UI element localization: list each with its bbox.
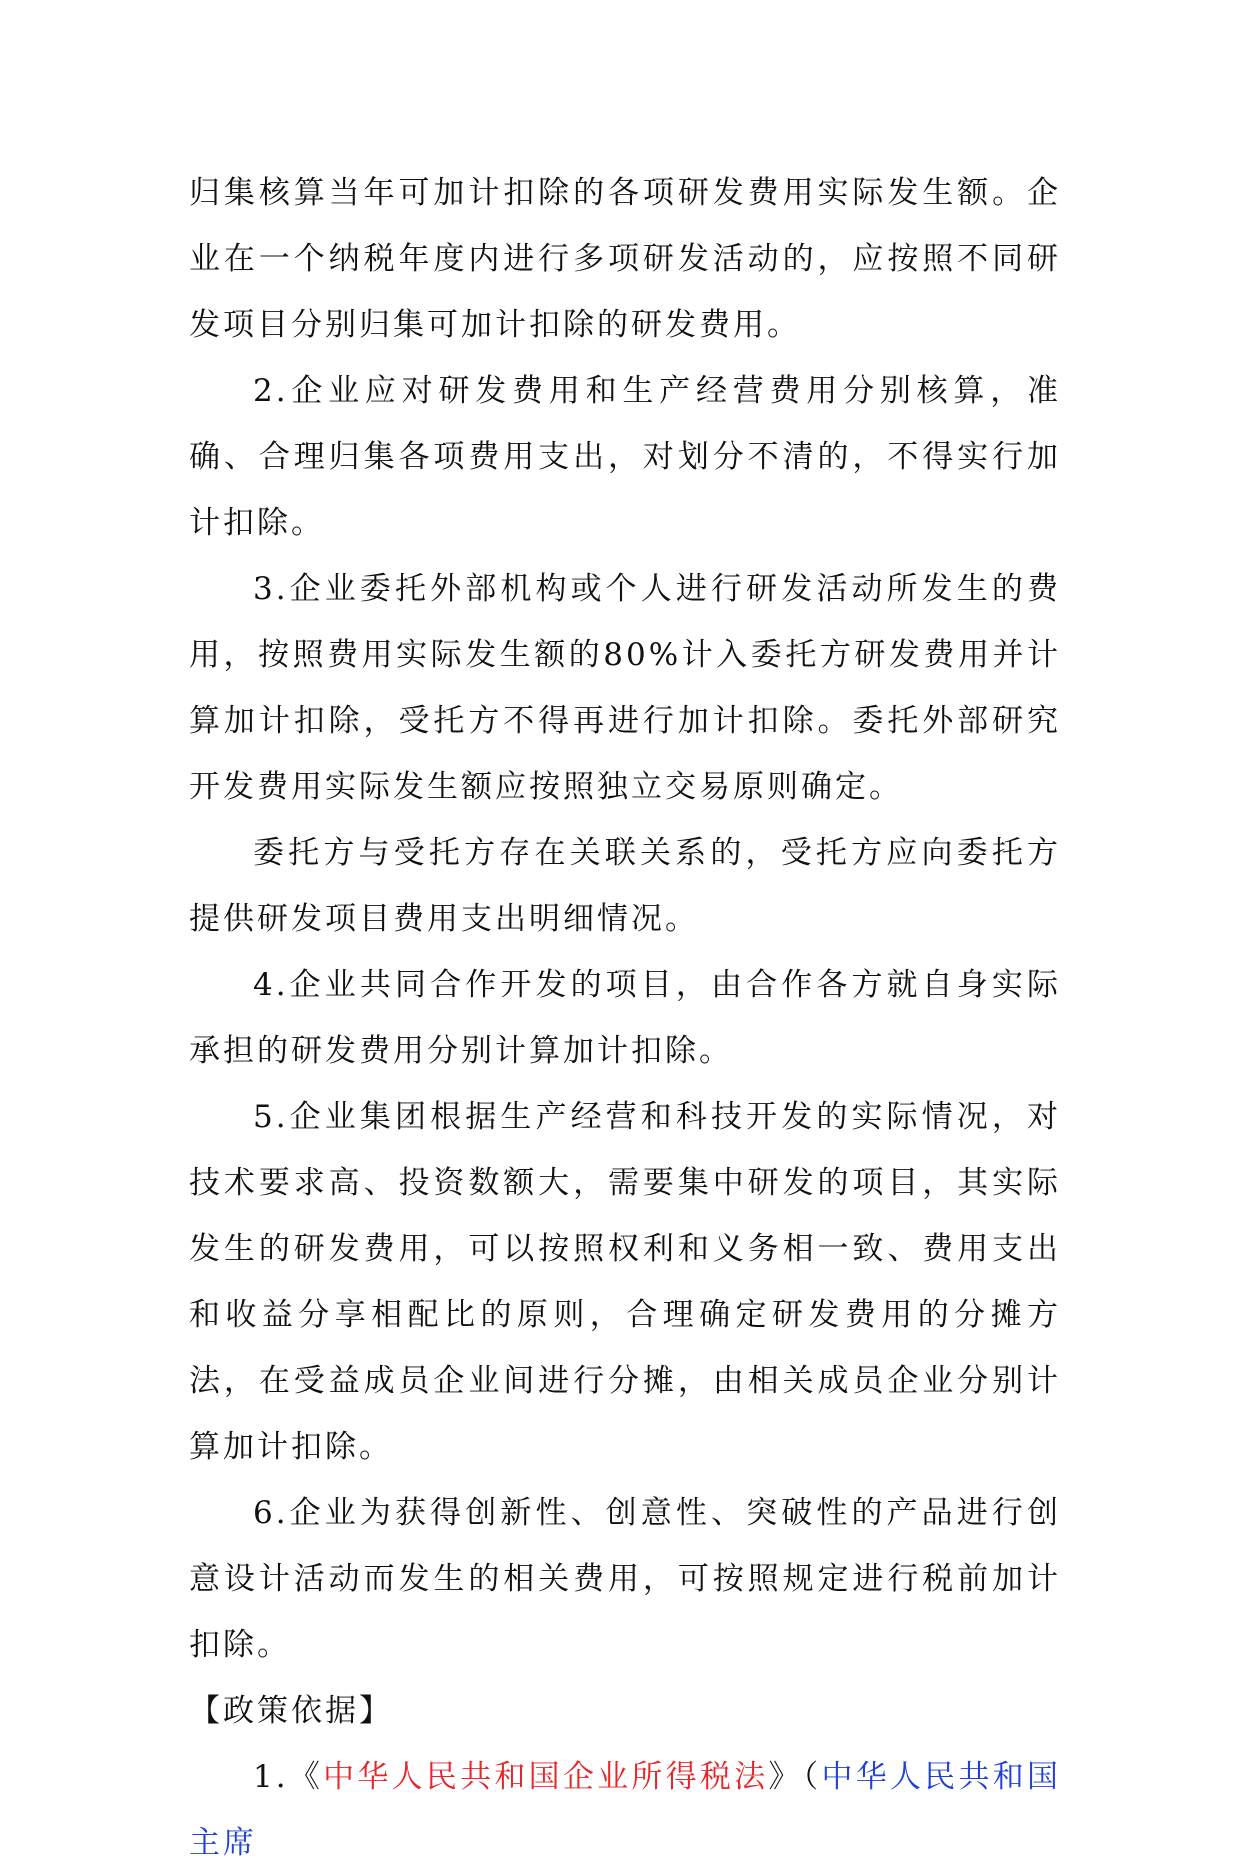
document-body: [189, 160, 1061, 1876]
paragraph-item-6: 6.企业为获得创新性、创意性、突破性的产品进行创意设计活动而发生的相关费用，可按照规定进行税前加计扣除。: [189, 1495, 1061, 1663]
issuer-link[interactable]: 中华人民共和国主席: [189, 1759, 1062, 1861]
paragraph-item-5: 5.企业集团根据生产经营和科技开发的实际情况，对技术要求高、投资数额大，需要集中研发的项目，其实际发生的研发费用，可以按照权利和义务相一致、费用支出和收益分享相配比的原则，合理确定研发费用的分摊方法，在受益成员企业间进行分摊，由相关成员企业分别计算加计扣除。: [189, 1099, 1061, 1465]
policy-basis-item-1: [189, 1744, 1061, 1876]
paragraph-item-2: 2.企业应对研发费用和生产经营费用分别核算，准确、合理归集各项费用支出，对划分不清的，不得实行加计扣除。: [189, 373, 1061, 541]
policy-item-close-quote: 》（: [768, 1759, 822, 1795]
paragraph-continuation: 归集核算当年可加计扣除的各项研发费用实际发生额。企业在一个纳税年度内进行多项研发活动的，应按照不同研发项目分别归集可加计扣除的研发费用。: [189, 175, 1061, 343]
paragraph-item-3: 3.企业委托外部机构或个人进行研发活动所发生的费用，按照费用实际发生额的80%计入委托方研发费用并计算加计扣除，受托方不得再进行加计扣除。委托外部研究开发费用实际发生额应按照独立交易原则确定。: [189, 571, 1061, 805]
policy-item-prefix: 1.《: [253, 1759, 324, 1795]
policy-basis-heading: 【政策依据】: [189, 1693, 393, 1729]
law-title-link[interactable]: 中华人民共和国企业所得税法: [323, 1759, 769, 1795]
paragraph-related-party: 委托方与受托方存在关联关系的，受托方应向委托方提供研发项目费用支出明细情况。: [189, 835, 1061, 937]
paragraph-item-4: 4.企业共同合作开发的项目，由合作各方就自身实际承担的研发费用分别计算加计扣除。: [189, 967, 1061, 1069]
